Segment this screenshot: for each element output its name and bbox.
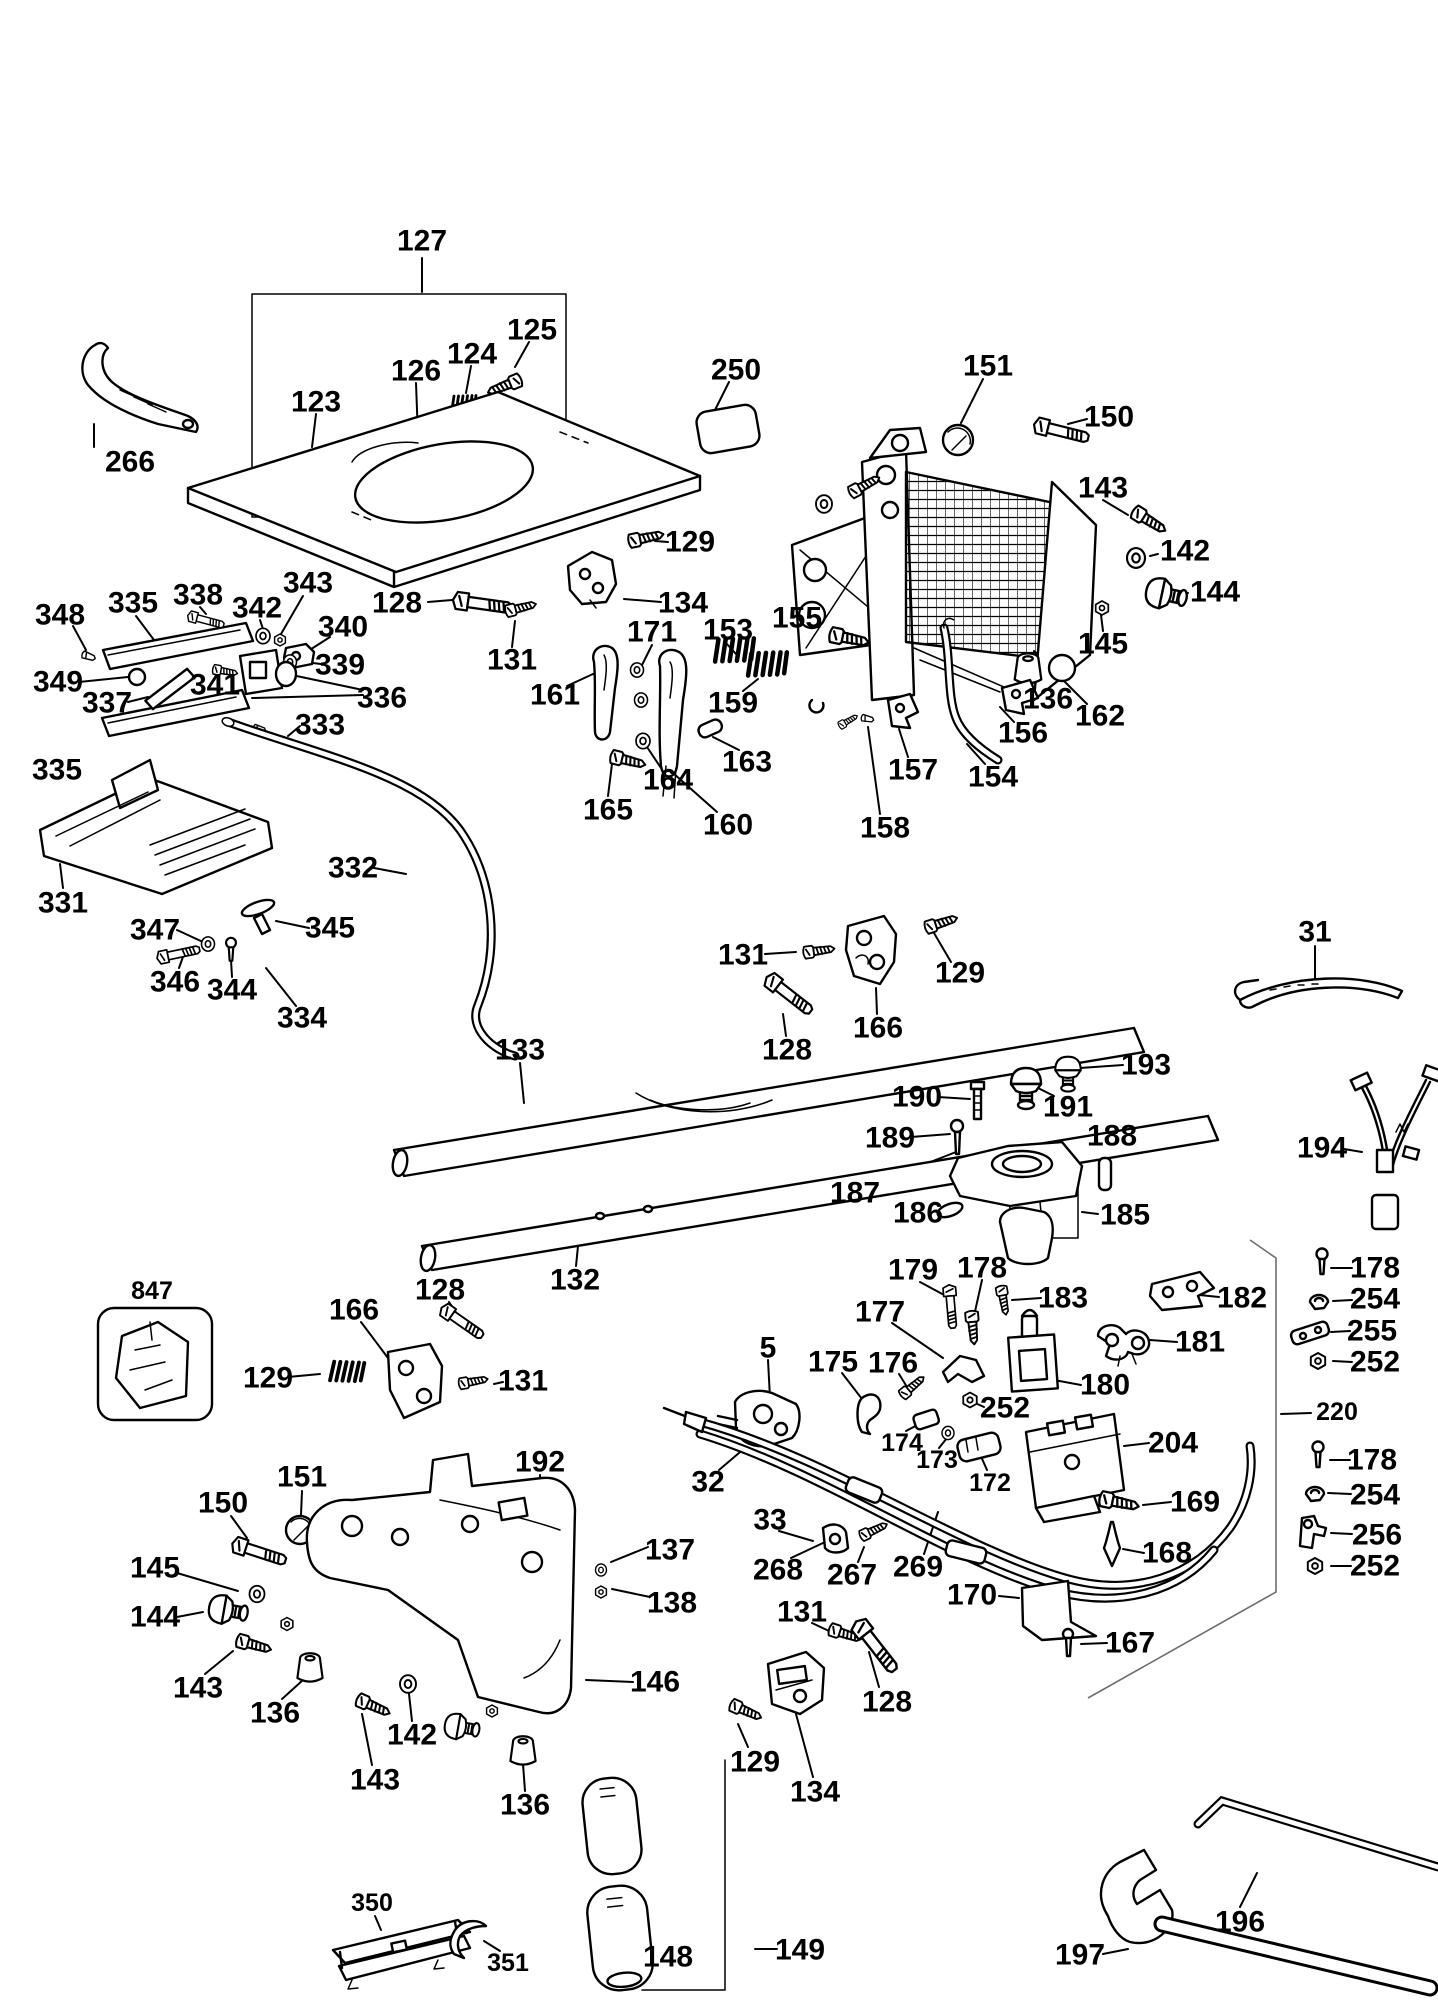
part-nut-small-2 — [487, 1705, 498, 1717]
part-punch-168 — [1104, 1522, 1120, 1566]
part-brush-set-194 — [1351, 1065, 1438, 1229]
part-label-177: 177 — [854, 1295, 906, 1329]
part-label-142: 142 — [1159, 534, 1211, 568]
part-knob-144b — [207, 1593, 250, 1628]
part-rail-335-upper — [103, 623, 253, 669]
part-clip-254a — [1310, 1295, 1328, 1309]
part-label-180: 180 — [1079, 1368, 1131, 1402]
part-label-125: 125 — [506, 313, 558, 347]
part-label-192: 192 — [514, 1445, 566, 1479]
part-label-157: 157 — [887, 753, 939, 787]
part-screw-165 — [609, 750, 647, 772]
part-label-174: 174 — [881, 1429, 923, 1457]
part-washer-142 — [1127, 548, 1145, 568]
part-nut-252 — [963, 1393, 977, 1408]
part-label-349: 349 — [32, 665, 84, 699]
part-label-5: 5 — [759, 1331, 777, 1365]
part-nut-252b — [1311, 1353, 1325, 1369]
part-label-348: 348 — [34, 598, 86, 632]
part-washer-171b — [635, 693, 648, 707]
part-label-158: 158 — [859, 811, 911, 845]
part-stud-178c — [1313, 1442, 1324, 1468]
part-label-165: 165 — [582, 793, 634, 827]
part-screw-129b — [923, 912, 959, 935]
part-label-189: 189 — [864, 1121, 916, 1155]
part-pin-163 — [697, 718, 724, 740]
part-label-173: 173 — [916, 1446, 958, 1474]
part-bolt-128 — [452, 591, 513, 616]
part-label-254: 254 — [1349, 1478, 1401, 1512]
part-label-126: 126 — [390, 354, 442, 388]
part-label-340: 340 — [317, 610, 369, 644]
part-label-128: 128 — [371, 586, 423, 620]
part-label-337: 337 — [81, 686, 133, 720]
part-clip-175 — [858, 1395, 881, 1434]
part-bracket-157 — [888, 694, 918, 728]
part-bolt-128b — [762, 971, 816, 1018]
part-label-163: 163 — [721, 745, 773, 779]
part-screw-143 — [1129, 505, 1169, 537]
part-washer-173 — [942, 1426, 954, 1439]
part-washer-137 — [596, 1564, 607, 1576]
part-bolt-150b — [230, 1536, 288, 1569]
part-stud-190 — [971, 1082, 984, 1119]
part-label-134: 134 — [789, 1775, 841, 1809]
part-clip-33-268 — [823, 1525, 848, 1553]
part-bracket-134 — [568, 552, 616, 608]
part-label-343: 343 — [282, 566, 334, 600]
part-clip-181 — [1098, 1325, 1149, 1366]
part-nut-343 — [275, 634, 286, 646]
part-label-150: 150 — [1083, 400, 1135, 434]
part-label-129: 129 — [242, 1361, 294, 1395]
part-fence-clamp-350 — [333, 1920, 470, 1989]
part-label-196: 196 — [1214, 1905, 1266, 1939]
part-label-153: 153 — [702, 613, 754, 647]
part-label-351: 351 — [487, 1949, 529, 1977]
part-label-193: 193 — [1120, 1048, 1172, 1082]
part-clip-256 — [1300, 1516, 1326, 1548]
part-nut-small-1 — [281, 1618, 293, 1631]
part-label-159: 159 — [707, 686, 759, 720]
part-label-175: 175 — [807, 1345, 859, 1379]
part-label-128: 128 — [414, 1273, 466, 1307]
part-label-197: 197 — [1054, 1938, 1106, 1972]
part-label-250: 250 — [710, 353, 762, 387]
part-label-334: 334 — [276, 1001, 328, 1035]
part-cap-136b — [297, 1653, 322, 1681]
part-label-144: 144 — [129, 1600, 181, 1634]
part-pin-158 — [861, 714, 875, 723]
part-label-256: 256 — [1351, 1518, 1403, 1552]
part-label-335: 335 — [107, 586, 159, 620]
part-label-167: 167 — [1104, 1626, 1156, 1660]
part-label-151: 151 — [276, 1460, 328, 1494]
part-label-252: 252 — [1349, 1549, 1401, 1583]
part-label-204: 204 — [1147, 1426, 1199, 1460]
part-label-31: 31 — [1298, 915, 1332, 949]
part-cap-136c — [510, 1736, 535, 1764]
part-tube-332 — [221, 716, 515, 1056]
part-bag-847 — [98, 1308, 212, 1420]
part-label-145: 145 — [129, 1551, 181, 1585]
part-spring-159 — [742, 643, 793, 684]
part-label-172: 172 — [969, 1469, 1011, 1497]
part-hex-key-196 — [1198, 1801, 1438, 1867]
part-bracket-177 — [943, 1356, 984, 1382]
part-label-194: 194 — [1296, 1131, 1348, 1165]
part-label-179: 179 — [887, 1253, 939, 1287]
part-label-183: 183 — [1037, 1281, 1089, 1315]
part-knob-191 — [1011, 1068, 1041, 1109]
part-plate-255 — [1290, 1320, 1330, 1345]
part-screw-129 — [627, 528, 665, 549]
part-label-134: 134 — [657, 586, 709, 620]
part-grip-lower-148 — [585, 1883, 656, 1993]
part-washer-145b — [250, 1586, 265, 1603]
part-label-138: 138 — [646, 1586, 698, 1620]
part-washer-342 — [256, 628, 270, 643]
part-sleeve-174 — [912, 1409, 939, 1431]
part-label-160: 160 — [702, 808, 754, 842]
part-label-220: 220 — [1316, 1398, 1358, 1426]
part-label-176: 176 — [867, 1346, 919, 1380]
part-label-162: 162 — [1074, 699, 1126, 733]
part-c-clip — [809, 700, 823, 712]
part-label-33: 33 — [753, 1503, 787, 1537]
part-label-336: 336 — [356, 681, 408, 715]
part-label-188: 188 — [1086, 1119, 1138, 1153]
part-label-181: 181 — [1174, 1325, 1226, 1359]
part-label-129: 129 — [664, 525, 716, 559]
part-screw-131c — [458, 1373, 489, 1389]
part-label-338: 338 — [172, 578, 224, 612]
part-screw-129d — [728, 1698, 764, 1723]
part-label-266: 266 — [104, 445, 156, 479]
part-label-346: 346 — [149, 965, 201, 999]
part-label-124: 124 — [446, 337, 498, 371]
part-label-252: 252 — [1349, 1345, 1401, 1379]
part-label-178: 178 — [1349, 1251, 1401, 1285]
part-screw-178 — [965, 1310, 981, 1345]
part-nut-252c — [1308, 1558, 1322, 1574]
part-label-151: 151 — [962, 349, 1014, 383]
part-washer-164 — [636, 733, 650, 748]
part-label-342: 342 — [231, 591, 283, 625]
part-wrench-197 — [1101, 1850, 1430, 1988]
part-carrier-185 — [950, 1142, 1082, 1264]
part-label-847: 847 — [131, 1277, 173, 1305]
part-grip-upper-148 — [580, 1775, 644, 1876]
part-label-339: 339 — [314, 648, 366, 682]
part-label-143: 143 — [349, 1763, 401, 1797]
part-knob-small-2 — [443, 1712, 482, 1743]
part-label-170: 170 — [946, 1578, 998, 1612]
part-label-171: 171 — [626, 615, 678, 649]
part-label-156: 156 — [997, 716, 1049, 750]
part-screw-267 — [858, 1519, 889, 1542]
part-label-332: 332 — [327, 851, 379, 885]
part-tknob-345 — [240, 897, 276, 934]
part-screw-143b — [235, 1633, 273, 1656]
part-label-131: 131 — [776, 1595, 828, 1629]
part-label-127: 127 — [396, 224, 448, 258]
part-pin-344 — [226, 938, 236, 961]
part-label-178: 178 — [956, 1251, 1008, 1285]
part-spring-129c — [326, 1355, 368, 1388]
part-label-154: 154 — [967, 760, 1019, 794]
part-label-164: 164 — [642, 763, 694, 797]
part-clip-254b — [1306, 1487, 1324, 1501]
part-label-142: 142 — [386, 1718, 438, 1752]
part-bolt-128d — [849, 1616, 901, 1676]
part-label-331: 331 — [37, 886, 89, 920]
part-label-146: 146 — [629, 1665, 681, 1699]
part-screw-131 — [504, 598, 537, 617]
part-bracket-170 — [1022, 1581, 1096, 1640]
part-label-268: 268 — [752, 1553, 804, 1587]
part-label-128: 128 — [861, 1685, 913, 1719]
part-label-350: 350 — [351, 1889, 393, 1917]
part-label-148: 148 — [642, 1940, 694, 1974]
part-label-166: 166 — [852, 1011, 904, 1045]
part-hook-wrench-266 — [82, 343, 197, 432]
part-label-166: 166 — [328, 1293, 380, 1327]
part-label-185: 185 — [1099, 1198, 1151, 1232]
part-roller-188 — [1099, 1158, 1111, 1190]
part-label-143: 143 — [1077, 471, 1129, 505]
part-label-190: 190 — [891, 1080, 943, 1114]
part-bolt-128c — [437, 1302, 486, 1342]
part-label-335: 335 — [31, 753, 83, 787]
part-label-267: 267 — [826, 1558, 878, 1592]
part-pin-189 — [951, 1120, 963, 1154]
part-table-top — [188, 392, 700, 587]
part-knob-144 — [1143, 576, 1189, 614]
part-label-133: 133 — [494, 1033, 546, 1067]
part-ball-349 — [129, 669, 145, 685]
part-washer-housing — [816, 495, 832, 513]
part-label-149: 149 — [774, 1933, 826, 1967]
part-label-128: 128 — [761, 1033, 813, 1067]
part-label-252: 252 — [979, 1391, 1031, 1425]
part-label-144: 144 — [1189, 575, 1241, 609]
part-label-169: 169 — [1169, 1485, 1221, 1519]
part-label-131: 131 — [497, 1364, 549, 1398]
part-washer-347 — [202, 937, 215, 951]
part-label-161: 161 — [529, 678, 581, 712]
part-label-269: 269 — [892, 1550, 944, 1584]
part-ferrule-172 — [956, 1431, 1002, 1463]
part-switch-180 — [1008, 1310, 1058, 1392]
part-bolt-179 — [943, 1284, 959, 1328]
part-label-155: 155 — [771, 601, 823, 635]
part-plate-182 — [1150, 1272, 1214, 1310]
part-label-333: 333 — [294, 708, 346, 742]
part-label-123: 123 — [290, 385, 342, 419]
part-label-131: 131 — [486, 643, 538, 677]
part-screw-143c — [354, 1693, 392, 1720]
part-carriage-146 — [307, 1454, 575, 1713]
part-bracket-134b — [768, 1652, 824, 1714]
part-bracket-166 — [846, 916, 896, 984]
part-stud-178b — [1317, 1249, 1328, 1275]
part-label-191: 191 — [1042, 1090, 1094, 1124]
part-label-254: 254 — [1349, 1282, 1401, 1316]
part-wire-guide-31 — [1235, 978, 1402, 1007]
part-label-168: 168 — [1141, 1536, 1193, 1570]
part-cap-136 — [1015, 653, 1042, 683]
part-washer-142b — [400, 1675, 416, 1693]
part-clip-151 — [943, 425, 973, 455]
part-label-132: 132 — [549, 1263, 601, 1297]
part-label-32: 32 — [691, 1465, 725, 1499]
part-label-129: 129 — [729, 1745, 781, 1779]
part-screw-131b — [802, 943, 835, 959]
part-label-178: 178 — [1346, 1443, 1398, 1477]
part-label-131: 131 — [717, 938, 769, 972]
part-lever-161 — [593, 646, 617, 740]
part-label-129: 129 — [934, 956, 986, 990]
part-label-150: 150 — [197, 1486, 249, 1520]
part-label-137: 137 — [644, 1533, 696, 1567]
part-pin-167 — [1063, 1629, 1073, 1656]
part-nut-145 — [1096, 601, 1109, 615]
part-label-186: 186 — [892, 1196, 944, 1230]
part-label-344: 344 — [206, 973, 258, 1007]
part-screw-183 — [995, 1285, 1011, 1316]
part-washer-171a — [631, 663, 644, 677]
part-label-341: 341 — [189, 668, 241, 702]
part-label-136: 136 — [499, 1788, 551, 1822]
part-label-136: 136 — [249, 1696, 301, 1730]
part-label-345: 345 — [304, 911, 356, 945]
part-label-136: 136 — [1022, 682, 1074, 716]
part-nut-138 — [596, 1586, 607, 1598]
part-screw-small — [837, 712, 859, 729]
part-label-255: 255 — [1346, 1314, 1398, 1348]
part-label-347: 347 — [129, 913, 181, 947]
part-bracket-166c — [388, 1344, 442, 1418]
part-label-187: 187 — [829, 1176, 881, 1210]
part-pad-250 — [695, 403, 761, 455]
part-label-143: 143 — [172, 1671, 224, 1705]
part-pin-348 — [81, 651, 96, 662]
part-label-145: 145 — [1077, 627, 1129, 661]
part-label-182: 182 — [1216, 1281, 1268, 1315]
part-screw-169 — [1098, 1491, 1140, 1514]
part-knob-193 — [1055, 1057, 1081, 1092]
